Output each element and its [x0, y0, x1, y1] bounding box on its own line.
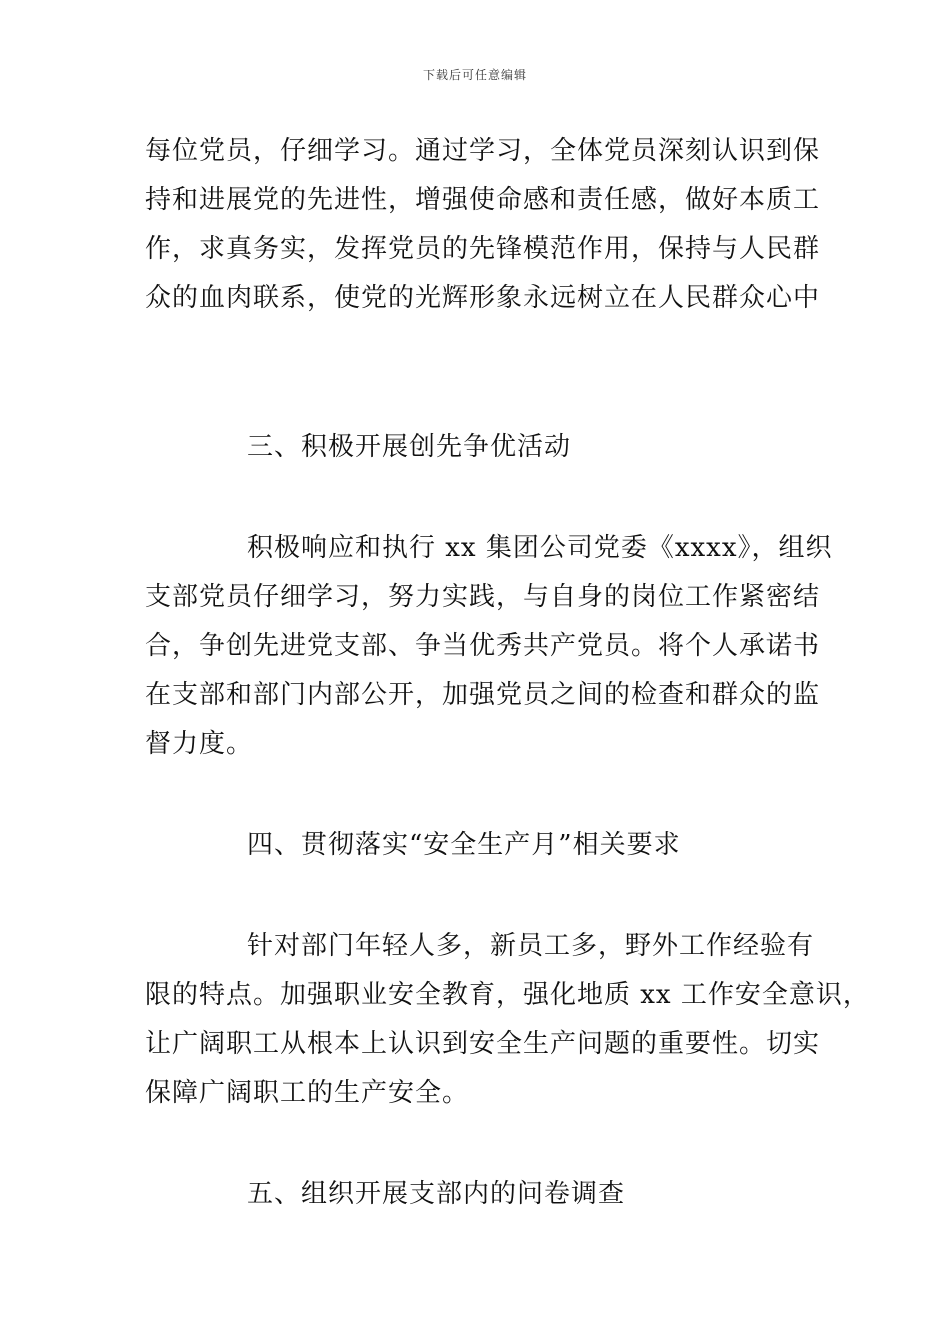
paragraph-line: 支部党员仔细学习，努力实践，与自身的岗位工作紧密结: [145, 582, 821, 612]
paragraph-line: 限的特点。加强职业安全教育，强化地质 xx 工作安全意识，: [145, 980, 870, 1010]
paragraph-line: 每位党员，仔细学习。通过学习，全体党员深刻认识到保: [145, 136, 821, 166]
paragraph-safety-month: [145, 922, 870, 1118]
paragraph-line: 让广阔职工从根本上认识到安全生产问题的重要性。切实: [145, 1029, 821, 1059]
paragraph-line: 积极响应和执行 xx 集团公司党委《xxxx》，组织: [247, 533, 833, 563]
paragraph-line: 保障广阔职工的生产安全。: [145, 1078, 470, 1108]
paragraph-line: 在支部和部门内部公开，加强党员之间的检查和群众的监: [145, 680, 821, 710]
paragraph-line: 针对部门年轻人多，新员工多，野外工作经验有: [247, 931, 815, 961]
section-heading-5: 五、组织开展支部内的问卷调查: [247, 1179, 626, 1209]
header-note: 下载后可任意编辑: [422, 68, 527, 82]
section-heading-4: 四、贯彻落实“安全生产月”相关要求: [247, 830, 681, 860]
paragraph-excellence-activity: [145, 524, 833, 769]
paragraph-line: 作，求真务实，发挥党员的先锋模范作用，保持与人民群: [145, 234, 821, 264]
paragraph-line: 合，争创先进党支部、争当优秀共产党员。将个人承诺书: [145, 631, 821, 661]
paragraph-line: 督力度。: [145, 729, 254, 759]
paragraph-line: 持和进展党的先进性，增强使命感和责任感，做好本质工: [145, 185, 821, 215]
paragraph-line: 众的血肉联系，使党的光辉形象永远树立在人民群众心中: [145, 283, 821, 313]
section-heading-3: 三、积极开展创先争优活动: [247, 432, 572, 462]
paragraph-party-study: [145, 127, 825, 323]
